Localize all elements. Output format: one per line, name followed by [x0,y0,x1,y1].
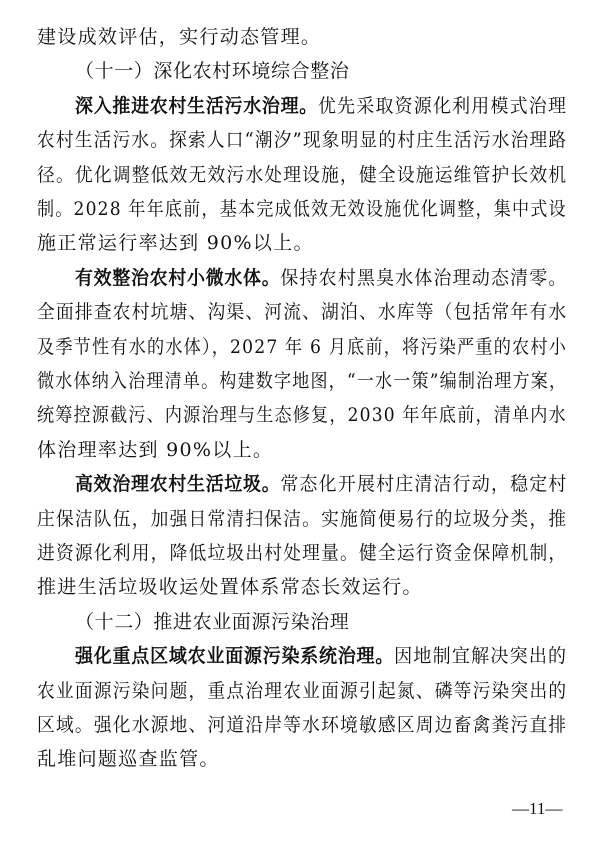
paragraph-lead: 有效整治农村小微水体。 [75,267,281,289]
paragraph-line: 农村生活污水。探索人口“潮汐”现象明显的村庄生活污水治理路 [37,129,568,151]
paragraph-lead: 强化重点区域农业面源污染系统治理。 [75,645,395,667]
paragraph-line: 农业面源污染问题，重点治理农业面源引起氮、磷等污染突出的 [37,680,568,702]
section-heading: （十一）深化农村环境综合整治 [75,60,350,82]
paragraph-line: 强化重点区域农业面源污染系统治理。因地制宜解决突出的 [75,645,568,667]
paragraph-line: 推进生活垃圾收运处置体系常态长效运行。 [37,576,423,598]
paragraph-line: 微水体纳入治理清单。构建数字地图，“一水一策”编制治理方案， [37,370,568,392]
paragraph-line: 区域。强化水源地、河道沿岸等水环境敏感区周边畜禽粪污直排 [37,714,568,736]
paragraph-line: 全面排查农村坑塘、沟渠、河流、湖泊、水库等（包括常年有水 [37,301,568,323]
paragraph-line: 进资源化利用，降低垃圾出村处理量。健全运行资金保障机制， [37,542,568,564]
paragraph-lead: 高效治理农村生活垃圾。 [75,473,281,495]
paragraph-line: 统筹控源截污、内源治理与生态修复，2030 年年底前，清单内水 [37,404,567,426]
page-number: —11— [512,799,563,818]
paragraph-line: 及季节性有水的水体），2027 年 6 月底前，将污染严重的农村小 [37,336,568,358]
section-heading: （十二）推进农业面源污染治理 [75,611,350,633]
paragraph-line: 高效治理农村生活垃圾。常态化开展村庄清洁行动，稳定村 [75,473,568,495]
paragraph-line: 径。优化调整低效无效污水处理设施，健全设施运维管护长效机 [37,164,568,186]
paragraph-line: 建设成效评估，实行动态管理。 [37,26,322,48]
paragraph-line: 深入推进农村生活污水治理。优先采取资源化利用模式治理 [75,95,568,117]
paragraph-line: 乱堆问题巡查监管。 [37,748,220,770]
paragraph-line: 制。2028 年年底前，基本完成低效无效设施优化调整，集中式设 [37,198,567,220]
paragraph-lead: 深入推进农村生活污水治理。 [75,95,318,117]
paragraph-line: 体治理率达到 90%以上。 [37,439,274,461]
paragraph-line: 有效整治农村小微水体。保持农村黑臭水体治理动态清零。 [75,267,568,289]
paragraph-line: 庄保洁队伍，加强日常清扫保洁。实施简便易行的垃圾分类，推 [37,508,568,530]
paragraph-line: 施正常运行率达到 90%以上。 [37,232,314,254]
